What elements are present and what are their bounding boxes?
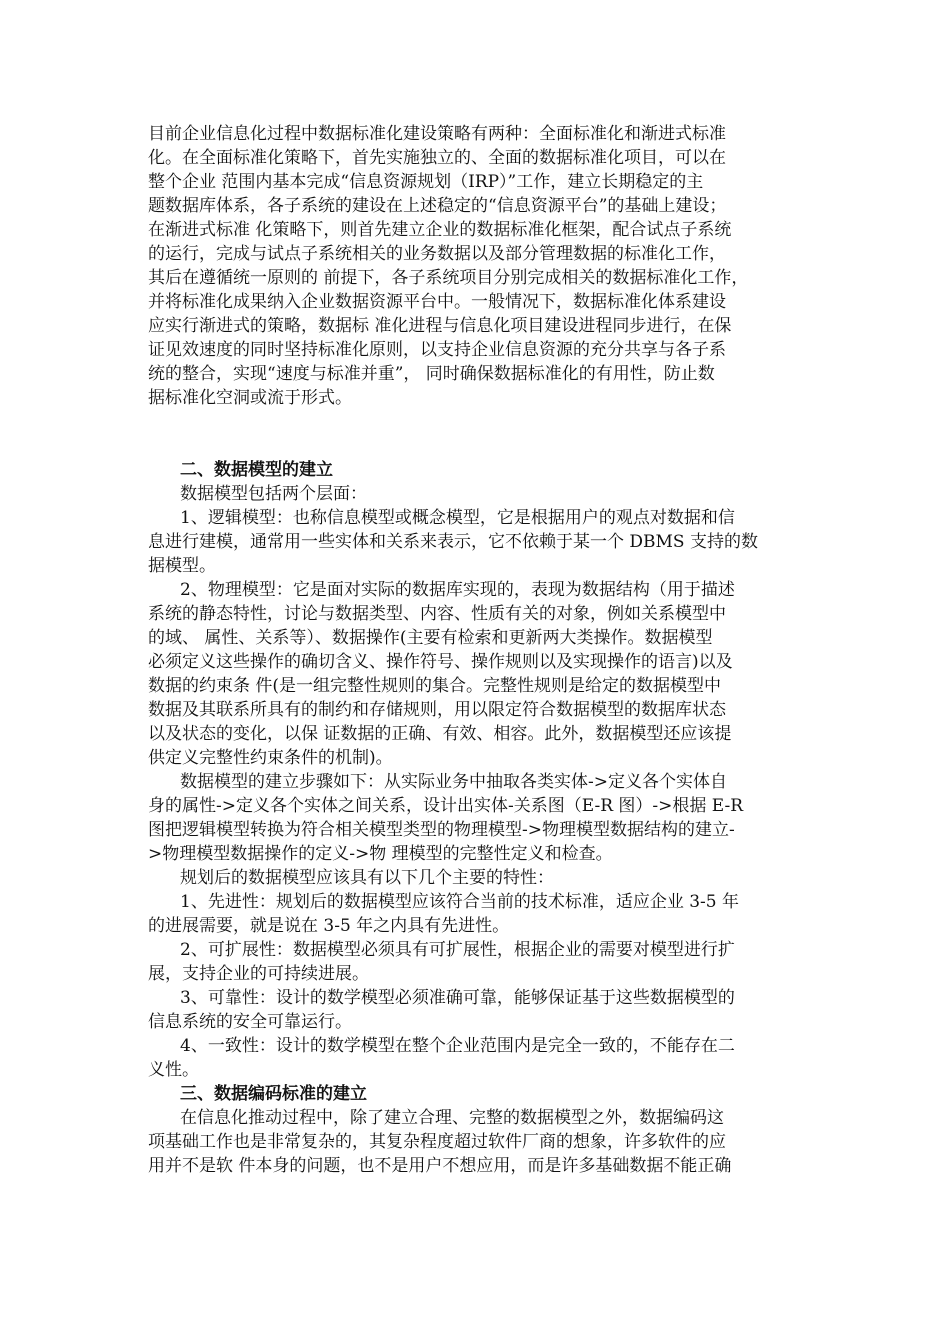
text-line: 供定义完整性约束条件的机制)。 <box>148 748 393 768</box>
text-line: 数据模型的建立步骤如下：从实际业务中抽取各类实体->定义各个实体自 <box>180 772 727 792</box>
text-line: 题数据库体系，各子系统的建设在上述稳定的“信息资源平台”的基础上建设； <box>148 196 727 216</box>
text-line: 身的属性->定义各个实体之间关系，设计出实体-关系图（E-R 图）->根据 E-R <box>148 796 744 816</box>
text-line: 3、可靠性：设计的数学模型必须准确可靠，能够保证基于这些数据模型的 <box>180 988 735 1008</box>
text-line: 整个企业 范围内基本完成“信息资源规划（IRP）”工作，建立长期稳定的主 <box>148 172 704 192</box>
text-line: 在信息化推动过程中，除了建立合理、完整的数据模型之外，数据编码这 <box>180 1108 724 1128</box>
text-line: 在渐进式标准 化策略下，则首先建立企业的数据标准化框架，配合试点子系统 <box>148 220 732 240</box>
text-line: >物理模型数据操作的定义->物 理模型的完整性定义和检查。 <box>148 844 613 864</box>
text-line: 数据及其联系所具有的制约和存储规则，用以限定符合数据模型的数据库状态 <box>148 700 726 720</box>
text-line: 的进展需要，就是说在 3-5 年之内具有先进性。 <box>148 916 510 936</box>
text-line: 证见效速度的同时坚持标准化原则，以支持企业信息资源的充分共享与各子系 <box>148 340 726 360</box>
text-line: 展，支持企业的可持续进展。 <box>148 964 369 984</box>
text-line: 据模型。 <box>148 556 216 576</box>
text-line: 以及状态的变化，以保 证数据的正确、有效、相容。此外，数据模型还应该提 <box>148 724 732 744</box>
text-line: 息进行建模，通常用一些实体和关系来表示，它不依赖于某一个 DBMS 支持的数 <box>148 532 758 552</box>
text-line: 应实行渐进式的策略，数据标 准化进程与信息化项目建设进程同步进行，在保 <box>148 316 732 336</box>
text-line: 数据模型包括两个层面： <box>180 484 367 504</box>
section-heading: 二、数据模型的建立 <box>180 460 333 480</box>
text-line: 信息系统的安全可靠运行。 <box>148 1012 352 1032</box>
text-line: 的运行，完成与试点子系统相关的业务数据以及部分管理数据的标准化工作， <box>148 244 726 264</box>
text-line: 数据的约束条 件(是一组完整性规则的集合。完整性规则是给定的数据模型中 <box>148 676 722 696</box>
text-line: 化。在全面标准化策略下，首先实施独立的、全面的数据标准化项目，可以在 <box>148 148 726 168</box>
text-line: 据标准化空洞或流于形式。 <box>148 388 352 408</box>
text-line: 并将标准化成果纳入企业数据资源平台中。一般情况下，数据标准化体系建设 <box>148 292 726 312</box>
text-line: 项基础工作也是非常复杂的，其复杂程度超过软件厂商的想象，许多软件的应 <box>148 1132 726 1152</box>
text-line: 义性。 <box>148 1060 199 1080</box>
text-line: 1、逻辑模型：也称信息模型或概念模型，它是根据用户的观点对数据和信 <box>180 508 735 528</box>
text-line: 必须定义这些操作的确切含义、操作符号、操作规则以及实现操作的语言)以及 <box>148 652 733 672</box>
section-heading: 三、数据编码标准的建立 <box>180 1084 367 1104</box>
text-line: 其后在遵循统一原则的 前提下，各子系统项目分别完成相关的数据标准化工作， <box>148 268 749 288</box>
text-line: 的域、 属性、关系等）、数据操作(主要有检索和更新两大类操作。数据模型 <box>148 628 713 648</box>
text-line: 4、一致性：设计的数学模型在整个企业范围内是完全一致的，不能存在二 <box>180 1036 735 1056</box>
text-line: 2、物理模型：它是面对实际的数据库实现的，表现为数据结构（用于描述 <box>180 580 735 600</box>
text-line: 1、先进性：规划后的数据模型应该符合当前的技术标准，适应企业 3-5 年 <box>180 892 739 912</box>
text-line: 2、可扩展性：数据模型必须具有可扩展性，根据企业的需要对模型进行扩 <box>180 940 735 960</box>
text-line: 用并不是软 件本身的问题，也不是用户不想应用，而是许多基础数据不能正确 <box>148 1156 732 1176</box>
text-line: 规划后的数据模型应该具有以下几个主要的特性： <box>180 868 554 888</box>
text-line: 系统的静态特性，讨论与数据类型、内容、性质有关的对象，例如关系模型中 <box>148 604 726 624</box>
text-line: 目前企业信息化过程中数据标准化建设策略有两种：全面标准化和渐进式标准 <box>148 124 726 144</box>
text-line: 统的整合，实现“速度与标准并重”， 同时确保数据标准化的有用性，防止数 <box>148 364 715 384</box>
text-line: 图把逻辑模型转换为符合相关模型类型的物理模型->物理模型数据结构的建立- <box>148 820 735 840</box>
